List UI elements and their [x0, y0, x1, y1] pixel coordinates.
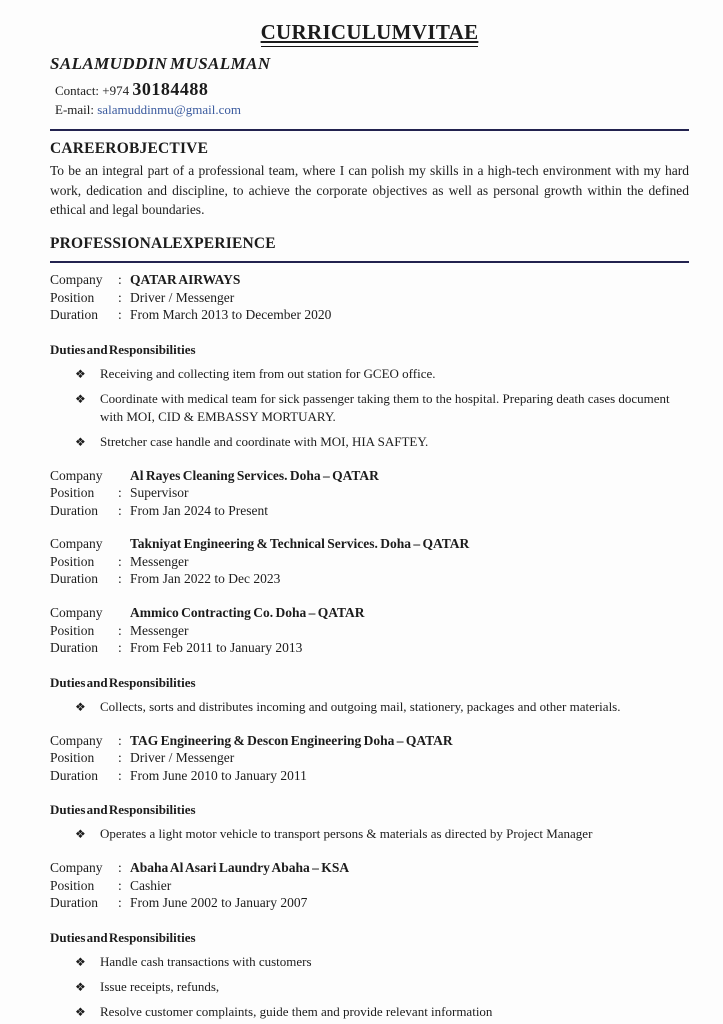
company-label: Company: [50, 732, 103, 748]
position-separator: :: [118, 622, 122, 638]
duties-heading: Duties and Responsibilities: [50, 674, 196, 690]
job-entry: [50, 271, 689, 451]
company-separator: :: [118, 860, 122, 876]
position-label: Position: [50, 750, 95, 766]
job-entry: [50, 535, 689, 588]
email-label: E-mail:: [55, 101, 94, 117]
duty-text: Resolve customer complaints, guide them and provide relevant information: [100, 1003, 493, 1019]
position-row: [50, 749, 689, 767]
duty-item: [75, 365, 689, 383]
duration-separator: :: [118, 895, 122, 911]
duration-label: Duration: [50, 571, 98, 587]
duration-separator: :: [118, 767, 122, 783]
position-value: Messenger: [130, 622, 189, 638]
job-entry: [50, 467, 689, 520]
duration-row: [50, 306, 689, 324]
position-value: Cashier: [130, 877, 172, 893]
duty-text: Collects, sorts and distributes incoming and outgoing mail, stationery, packages and other materials.: [100, 698, 621, 714]
phone-number: 30184488: [132, 78, 209, 99]
duration-label: Duration: [50, 895, 98, 911]
diamond-bullet-icon: ❖: [75, 954, 86, 969]
duty-item: [75, 978, 689, 996]
company-value: TAG Engineering & Descon Engineering Doha – QATAR: [130, 732, 453, 748]
position-row: [50, 289, 689, 307]
contact-line: [50, 79, 689, 100]
position-separator: :: [118, 485, 122, 501]
duration-row: [50, 570, 689, 588]
position-value: Driver / Messenger: [130, 289, 235, 305]
contact-label: Contact:: [55, 82, 100, 98]
company-separator: [118, 535, 130, 553]
duty-text: Stretcher case handle and coordinate with MOI, HIA SAFTEY.: [100, 433, 429, 449]
professional-experience-heading: PROFESSIONAL EXPERIENCE: [50, 234, 276, 252]
company-row: [50, 732, 689, 750]
duration-value: From Jan 2022 to Dec 2023: [130, 571, 281, 587]
duration-row: [50, 502, 689, 520]
company-value: Al Rayes Cleaning Services. Doha – QATAR: [130, 467, 379, 483]
company-label: Company: [50, 860, 103, 876]
position-separator: :: [118, 750, 122, 766]
position-value: Messenger: [130, 553, 189, 569]
duration-row: [50, 639, 689, 657]
duties-list: [50, 365, 689, 451]
divider-rule-top: [50, 129, 689, 132]
position-separator: :: [118, 553, 122, 569]
duration-value: From March 2013 to December 2020: [130, 307, 332, 323]
company-separator: :: [118, 732, 122, 748]
company-separator: :: [118, 272, 122, 288]
duty-text: Operates a light motor vehicle to transport persons & materials as directed by Project Manager: [100, 826, 593, 842]
email-line: [50, 102, 689, 118]
duration-label: Duration: [50, 640, 98, 656]
duties-heading: Duties and Responsibilities: [50, 341, 196, 357]
company-separator: [118, 467, 130, 485]
company-value: Abaha Al Asari Laundry Abaha – KSA: [130, 860, 350, 876]
diamond-bullet-icon: ❖: [75, 434, 86, 449]
duration-value: From June 2010 to January 2011: [130, 767, 307, 783]
duration-label: Duration: [50, 502, 98, 518]
position-label: Position: [50, 485, 95, 501]
document-title: [50, 20, 689, 47]
duties-heading: Duties and Responsibilities: [50, 802, 196, 818]
duration-row: [50, 894, 689, 912]
duration-value: From June 2002 to January 2007: [130, 895, 308, 911]
company-separator: [118, 604, 130, 622]
duties-list: [50, 825, 689, 843]
duration-separator: :: [118, 307, 122, 323]
diamond-bullet-icon: ❖: [75, 391, 86, 406]
divider-rule-experience: [50, 261, 689, 264]
duration-separator: :: [118, 640, 122, 656]
company-label: Company: [50, 272, 103, 288]
duration-label: Duration: [50, 767, 98, 783]
career-objective-text: To be an integral part of a professional team, where I can polish my skills in a high-tech environment with my hard work, dedication and discipline, to achieve the corporate objectives as well as personal growth within the defined ethical and legal boundaries.: [50, 163, 689, 218]
job-entry: [50, 859, 689, 1021]
duration-separator: :: [118, 502, 122, 518]
duty-item: [75, 433, 689, 451]
position-label: Position: [50, 289, 95, 305]
company-row: [50, 467, 689, 485]
duty-text: Handle cash transactions with customers: [100, 953, 312, 969]
duty-item: [75, 698, 689, 716]
position-label: Position: [50, 553, 95, 569]
duration-value: From Jan 2024 to Present: [130, 502, 268, 518]
duties-heading: Duties and Responsibilities: [50, 929, 196, 945]
company-row: [50, 535, 689, 553]
position-row: [50, 877, 689, 895]
job-entry: [50, 732, 689, 844]
duty-item: [75, 953, 689, 971]
duration-separator: :: [118, 571, 122, 587]
duty-item: [75, 825, 689, 843]
duties-list: [50, 953, 689, 1021]
diamond-bullet-icon: ❖: [75, 1004, 86, 1019]
position-row: [50, 484, 689, 502]
document-title-text: CURRICULUM VITAE: [261, 21, 479, 47]
position-separator: :: [118, 289, 122, 305]
duty-text: Issue receipts, refunds,: [100, 978, 220, 994]
company-label: Company: [50, 467, 103, 483]
company-value: Ammico Contracting Co. Doha – QATAR: [130, 605, 365, 621]
company-label: Company: [50, 536, 103, 552]
job-list: [50, 271, 689, 1021]
company-row: [50, 271, 689, 289]
email-link[interactable]: salamuddinmu@gmail.com: [97, 101, 242, 117]
company-label: Company: [50, 605, 103, 621]
country-code: +974: [102, 82, 130, 98]
diamond-bullet-icon: ❖: [75, 699, 86, 714]
duty-text: Receiving and collecting item from out station for GCEO office.: [100, 365, 436, 381]
position-separator: :: [118, 877, 122, 893]
diamond-bullet-icon: ❖: [75, 979, 86, 994]
diamond-bullet-icon: ❖: [75, 366, 86, 381]
company-value: Takniyat Engineering & Technical Services. Doha – QATAR: [130, 536, 470, 552]
duration-value: From Feb 2011 to January 2013: [130, 640, 303, 656]
diamond-bullet-icon: ❖: [75, 827, 86, 842]
company-row: [50, 859, 689, 877]
duty-item: [75, 390, 689, 426]
position-row: [50, 553, 689, 571]
position-label: Position: [50, 622, 95, 638]
candidate-name: SALAMUDDIN MUSALMAN: [50, 53, 271, 73]
career-objective-heading: CAREER OBJECTIVE: [50, 140, 209, 158]
duty-item: [75, 1003, 689, 1021]
position-label: Position: [50, 877, 95, 893]
job-entry: [50, 604, 689, 716]
duration-row: [50, 767, 689, 785]
duties-list: [50, 698, 689, 716]
duty-text: Coordinate with medical team for sick passenger taking them to the hospital. Preparing death cases document with MOI, CID & EMBASSY MORTUARY.: [100, 390, 670, 424]
duration-label: Duration: [50, 307, 98, 323]
company-value: QATAR AIRWAYS: [130, 272, 241, 288]
position-row: [50, 622, 689, 640]
position-value: Driver / Messenger: [130, 750, 235, 766]
position-value: Supervisor: [130, 485, 189, 501]
company-row: [50, 604, 689, 622]
